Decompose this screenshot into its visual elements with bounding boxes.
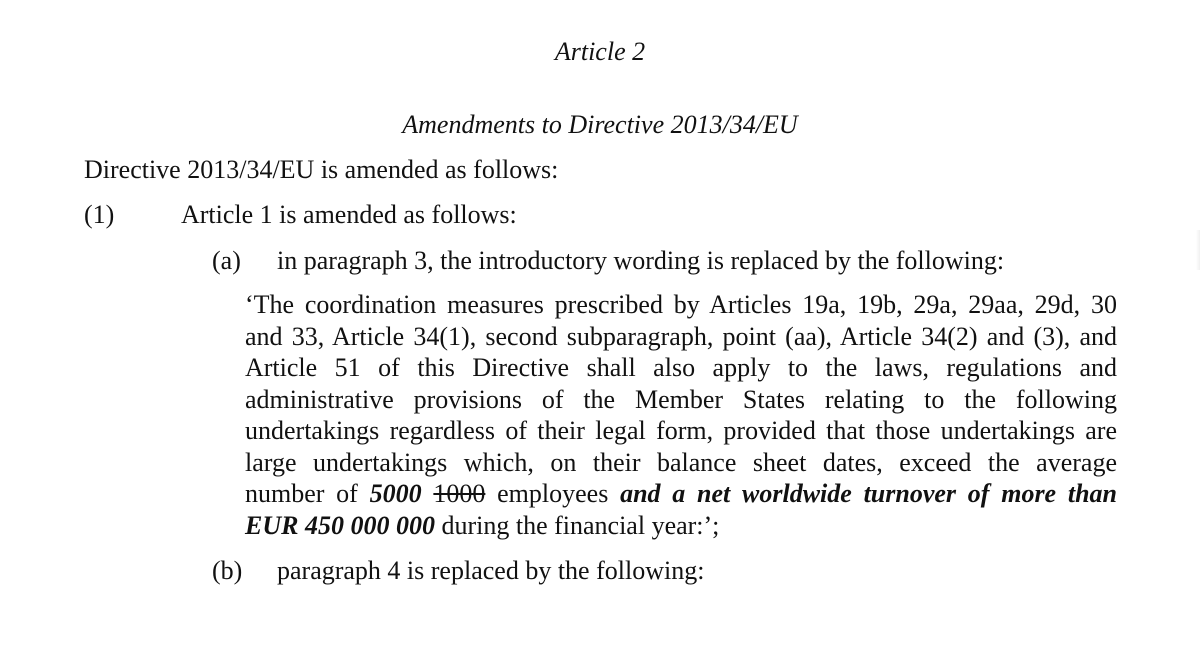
deleted-text: 1000 [433,479,486,508]
quoted-amendment [245,289,1117,541]
subitem-a-text: in paragraph 3, the introductory wording is replaced by the following: [277,246,1005,275]
quote-line: administrative provisions of the Member States relating to the following [245,384,1117,414]
subitem-b-text: paragraph 4 is replaced by the following: [277,556,705,585]
quote-line: Article 51 of this Directive shall also apply to the laws, regulations and [245,353,1117,382]
quote-text: employees [485,479,621,508]
quote-line [245,478,1117,510]
inserted-text: EUR 450 000 000 [245,510,435,540]
quote-line: ‘The coordination measures prescribed by Articles 19a, 19b, 29a, 29aa, 29d, 30 [245,290,1117,319]
inserted-text: and a net worldwide turnover of more than [620,479,1117,508]
quote-line: undertakings regardless of their legal form, provided that those undertakings are [245,416,1117,445]
quote-text: during the financial year:’; [434,510,720,540]
quote-text: number of [245,479,370,508]
intro-sentence: Directive 2013/34/EU is amended as follows: [84,155,559,184]
subitem-b-number: (b) [212,556,243,585]
quote-line [245,510,1117,542]
article-title: Amendments to Directive 2013/34/EU [402,110,798,139]
quote-text [422,479,434,508]
article-number: Article 2 [554,37,646,66]
quote-line: large undertakings which, on their balance sheet dates, exceed the average [245,447,1117,477]
item-1-text: Article 1 is amended as follows: [181,200,517,229]
item-1-number: (1) [84,200,115,229]
quote-line: and 33, Article 34(1), second subparagraph, point (aa), Article 34(2) and (3), and [245,321,1117,351]
inserted-text: 5000 [369,479,422,508]
page-edge-shadow [1196,230,1200,270]
subitem-a-number: (a) [212,246,241,275]
